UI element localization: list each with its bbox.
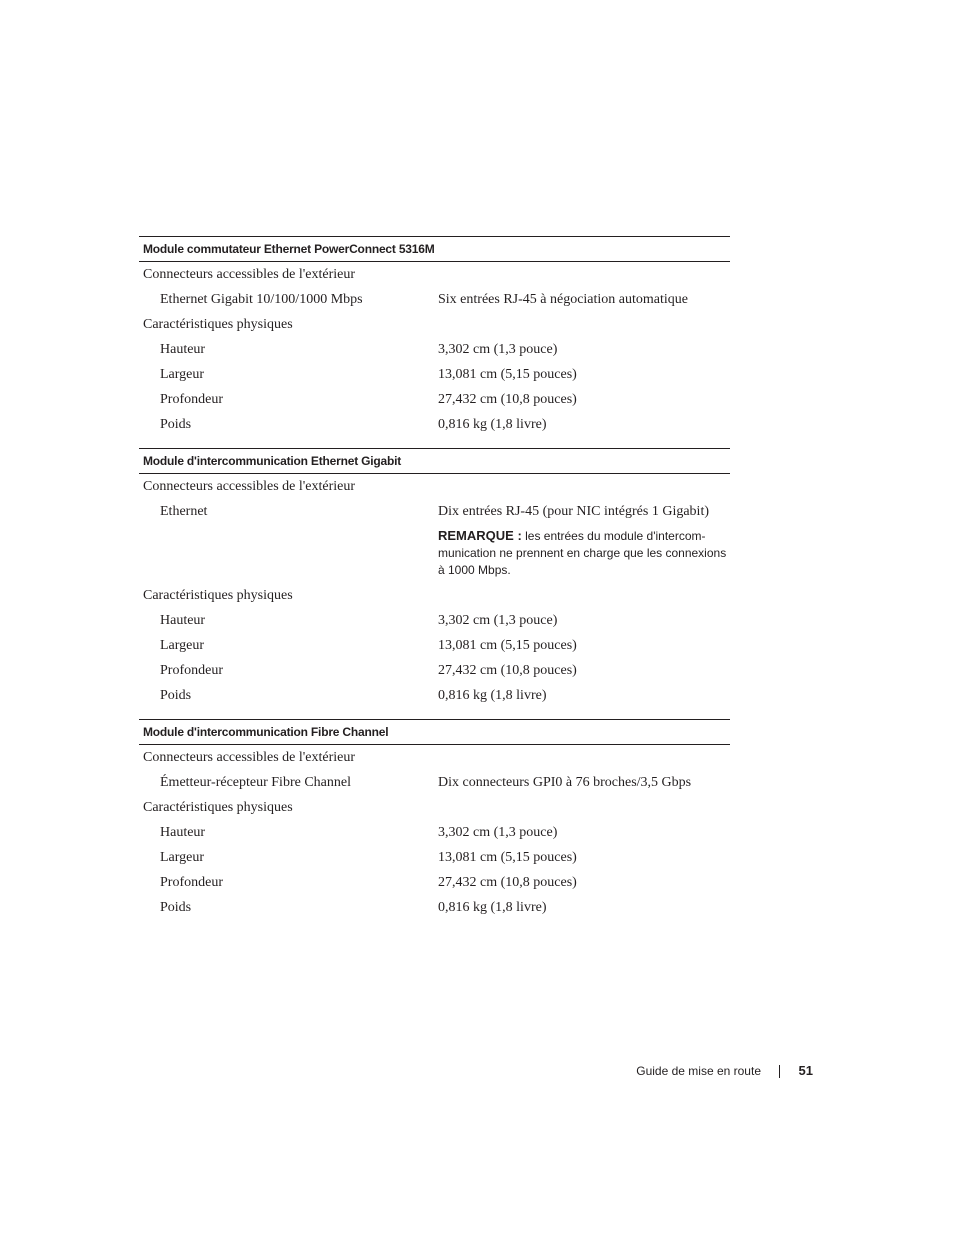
spec-row	[139, 287, 730, 312]
spec-value: 27,432 cm (10,8 pouces)	[438, 392, 577, 407]
spec-label: Largeur	[160, 850, 205, 865]
spec-row	[139, 633, 730, 658]
spec-value: 3,302 cm (1,3 pouce)	[438, 825, 558, 840]
spec-value: Six entrées RJ-45 à négociation automatique	[438, 292, 688, 307]
spec-row	[139, 608, 730, 633]
spec-value: 27,432 cm (10,8 pouces)	[438, 663, 577, 678]
spec-label: Émetteur-récepteur Fibre Channel	[160, 775, 351, 790]
spec-section-ethernet-passthrough	[139, 448, 730, 708]
spec-label: Profondeur	[160, 392, 223, 407]
spec-value: 3,302 cm (1,3 pouce)	[438, 342, 558, 357]
spec-label: Profondeur	[160, 875, 223, 890]
spec-row	[139, 387, 730, 412]
spec-row	[139, 499, 730, 524]
spec-value: 13,081 cm (5,15 pouces)	[438, 850, 577, 865]
footer-guide-title: Guide de mise en route	[636, 1064, 761, 1078]
spec-row	[139, 412, 730, 437]
spec-value: 13,081 cm (5,15 pouces)	[438, 367, 577, 382]
spec-label: Hauteur	[160, 342, 206, 357]
section-title: Module d'intercommunication Fibre Channel	[139, 719, 730, 745]
category-label: Connecteurs accessibles de l'extérieur	[143, 479, 356, 494]
spec-row	[139, 658, 730, 683]
spec-value: 0,816 kg (1,8 livre)	[438, 688, 547, 703]
category-label: Connecteurs accessibles de l'extérieur	[143, 267, 356, 282]
spec-row	[139, 820, 730, 845]
note-label: REMARQUE :	[438, 528, 522, 543]
spec-label: Ethernet Gigabit 10/100/1000 Mbps	[160, 292, 363, 307]
spec-value: 0,816 kg (1,8 livre)	[438, 900, 547, 915]
spec-label: Poids	[160, 417, 192, 432]
spec-label: Hauteur	[160, 613, 206, 628]
spec-row	[139, 683, 730, 708]
spec-label: Hauteur	[160, 825, 206, 840]
spec-value: 27,432 cm (10,8 pouces)	[438, 875, 577, 890]
spec-value: Dix connecteurs GPI0 à 76 broches/3,5 Gbps	[438, 775, 692, 790]
category-label: Caractéristiques physiques	[143, 588, 293, 603]
page-footer	[600, 1060, 815, 1082]
category-label: Caractéristiques physiques	[143, 800, 293, 815]
spec-label: Profondeur	[160, 663, 223, 678]
spec-row	[139, 362, 730, 387]
page-number: 51	[798, 1063, 813, 1078]
spec-row	[139, 895, 730, 920]
spec-label: Ethernet	[160, 504, 208, 519]
spec-row	[139, 845, 730, 870]
section-title: Module d'intercommunication Ethernet Gigabit	[139, 448, 730, 474]
spec-label: Poids	[160, 688, 192, 703]
spec-value: 0,816 kg (1,8 livre)	[438, 417, 547, 432]
spec-row	[139, 337, 730, 362]
category-label: Connecteurs accessibles de l'extérieur	[143, 750, 356, 765]
spec-value: 3,302 cm (1,3 pouce)	[438, 613, 558, 628]
category-label: Caractéristiques physiques	[143, 317, 293, 332]
spec-row	[139, 870, 730, 895]
spec-value: Dix entrées RJ-45 (pour NIC intégrés 1 Gigabit)	[438, 504, 709, 519]
spec-section-fibre-channel	[139, 719, 730, 920]
spec-section-powerconnect	[139, 236, 730, 437]
section-title: Module commutateur Ethernet PowerConnect 5316M	[139, 236, 730, 262]
footer-divider	[779, 1065, 780, 1078]
spec-label: Largeur	[160, 638, 205, 653]
spec-label: Largeur	[160, 367, 205, 382]
note-text: les entrées du module d'intercom-munication ne prennent en charge que les connexions à 1000 Mbps.	[438, 529, 727, 577]
spec-row	[139, 770, 730, 795]
spec-value: 13,081 cm (5,15 pouces)	[438, 638, 577, 653]
note-block	[438, 524, 728, 583]
spec-label: Poids	[160, 900, 192, 915]
